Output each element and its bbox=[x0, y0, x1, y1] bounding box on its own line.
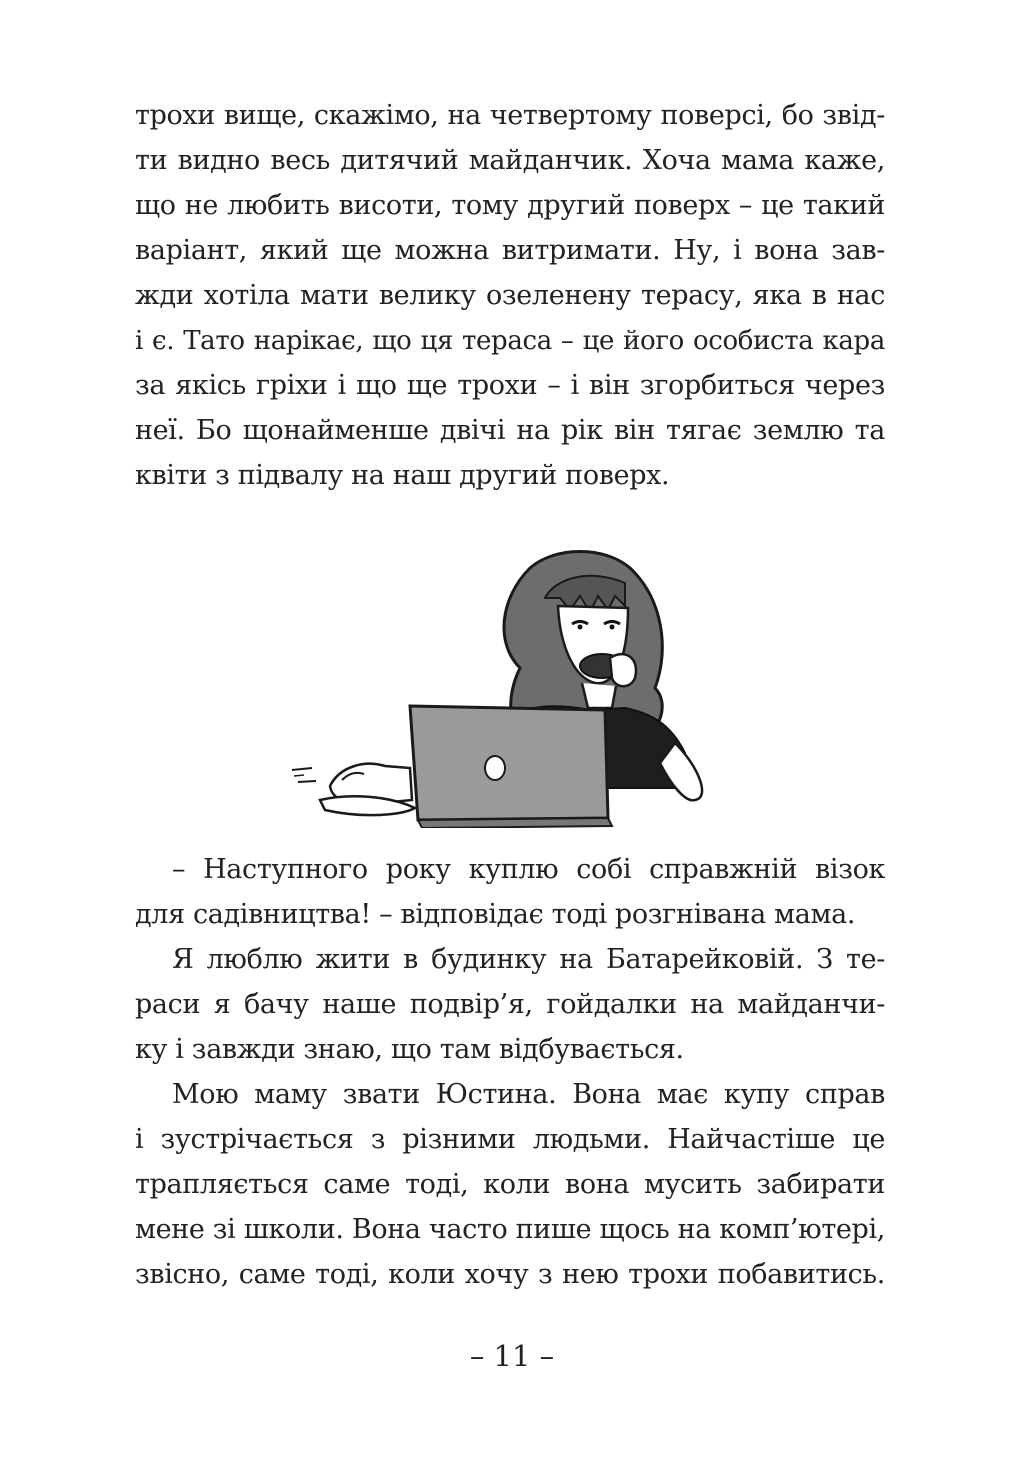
text-line: – Наступного року куплю собі справжній візок bbox=[172, 854, 885, 885]
page-number: – 11 – bbox=[469, 1339, 555, 1373]
text-line: для садівництва! – відповідає тоді розгнівана мама. bbox=[135, 899, 856, 930]
text-line: жди хотіла мати велику озеленену терасу, яка в нас bbox=[135, 280, 885, 311]
text-line: Мою маму звати Юстина. Вона має купу справ bbox=[172, 1079, 885, 1110]
text-line: і зустрічається з різними людьми. Найчастіше це bbox=[135, 1124, 885, 1155]
text-line: звісно, саме тоді, коли хочу з нею трохи побавитись. bbox=[135, 1259, 885, 1290]
text-line: що не любить висоти, тому другий поверх – це такий bbox=[135, 190, 885, 221]
text-line: ку і завжди знаю, що там відбувається. bbox=[135, 1034, 684, 1065]
text-line: квіти з підвалу на наш другий поверх. bbox=[135, 460, 670, 491]
text-line: мене зі школи. Вона часто пише щось на комп’ютері, bbox=[135, 1214, 885, 1245]
text-line: трапляється саме тоді, коли вона мусить забирати bbox=[135, 1169, 885, 1200]
text-line: за якісь гріхи і що ще трохи – і він згорбиться через bbox=[135, 370, 885, 401]
text-line: ти видно весь дитячий майданчик. Хоча мама каже, bbox=[135, 145, 885, 176]
text-line: Я люблю жити в будинку на Батарейковій. З те- bbox=[172, 944, 885, 975]
text-line: трохи вище, скажімо, на четвертому поверсі, бо звід- bbox=[135, 100, 885, 131]
text-line: варіант, який ще можна витримати. Ну, і вона зав- bbox=[135, 235, 885, 266]
woman-at-laptop-illustration bbox=[290, 538, 780, 828]
text-line: раси я бачу наше подвір’я, гойдалки на майданчи- bbox=[135, 989, 885, 1020]
text-line: і є. Тато нарікає, що ця тераса – це його особиста кара bbox=[135, 326, 885, 356]
text-line: неї. Бо щонайменше двічі на рік він тягає землю та bbox=[135, 415, 885, 446]
